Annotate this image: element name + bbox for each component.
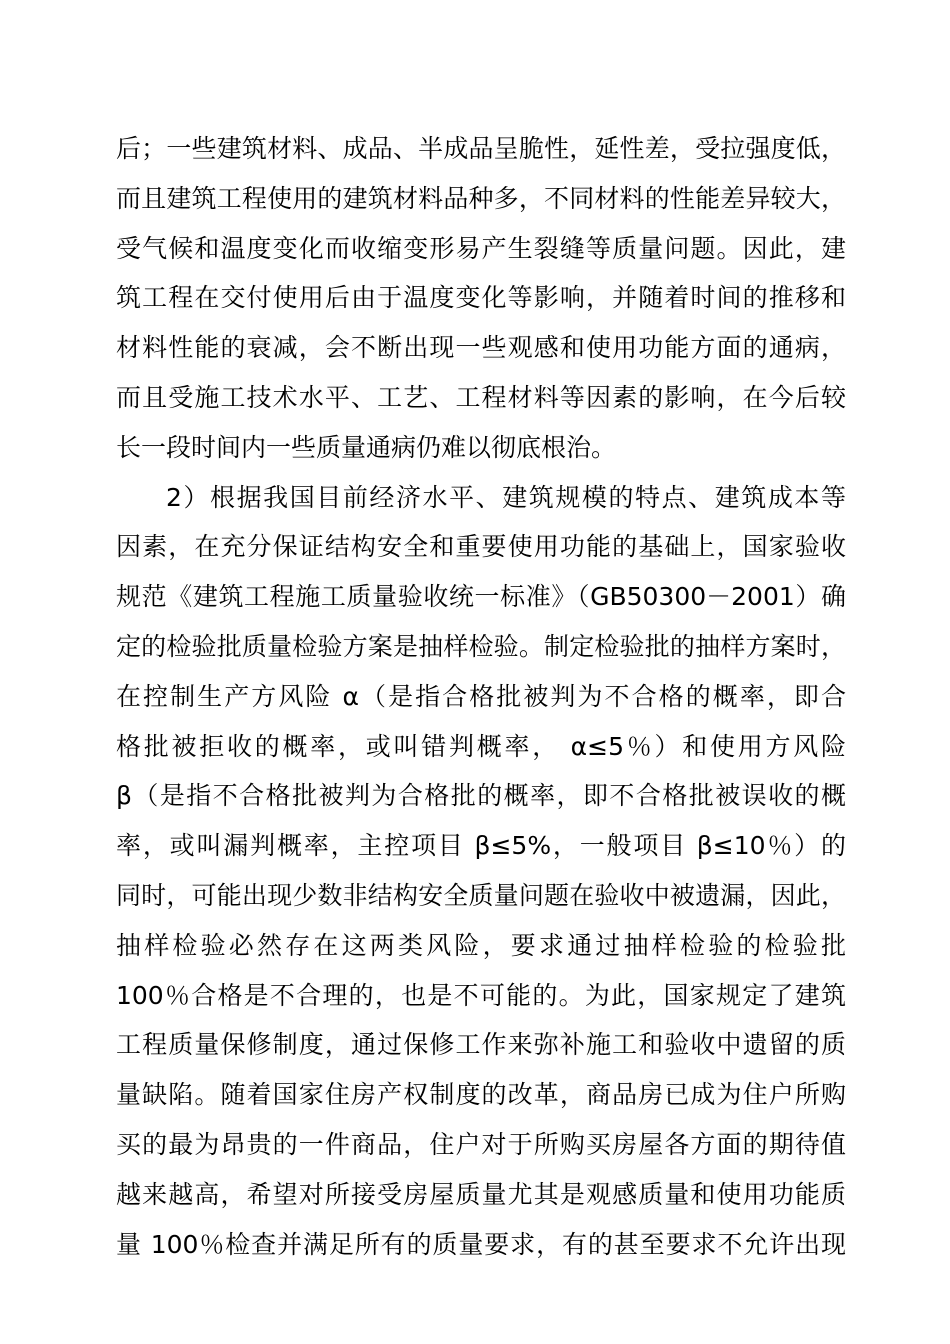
- text-line: 在控制生产方风险 α（是指合格批被判为不合格的概率，即合: [116, 681, 846, 711]
- text-line: 而且受施工技术水平、工艺、工程材料等因素的影响，在今后较: [116, 382, 846, 412]
- text-line: 长一段时间内一些质量通病仍难以彻底根治。: [116, 432, 617, 462]
- text-line: 规范《建筑工程施工质量验收统一标准》（GB50300－2001）确: [116, 582, 846, 612]
- text-line: 受气候和温度变化而收缩变形易产生裂缝等质量问题。因此，建: [116, 233, 846, 263]
- text-line: 材料性能的衰减，会不断出现一些观感和使用功能方面的通病，: [116, 333, 846, 363]
- text-line: 买的最为昂贵的一件商品，住户对于所购买房屋各方面的期待值: [116, 1129, 846, 1159]
- text-line: 率，或叫漏判概率，主控项目 β≤5%，一般项目 β≤10％）的: [116, 831, 846, 861]
- text-line: 因素，在充分保证结构安全和重要使用功能的基础上，国家验收: [116, 532, 846, 562]
- text-line: 量 100％检查并满足所有的质量要求，有的甚至要求不允许出现: [116, 1229, 846, 1259]
- text-line: 抽样检验必然存在这两类风险，要求通过抽样检验的检验批: [116, 930, 846, 960]
- text-line: 同时，可能出现少数非结构安全质量问题在验收中被遗漏，因此，: [116, 880, 846, 910]
- text-line: 2）根据我国目前经济水平、建筑规模的特点、建筑成本等: [166, 482, 846, 512]
- body-text: [116, 124, 846, 1269]
- paragraph-1: [116, 124, 846, 473]
- text-line: 后；一些建筑材料、成品、半成品呈脆性，延性差，受拉强度低，: [116, 134, 846, 163]
- text-line: 而且建筑工程使用的建筑材料品种多，不同材料的性能差异较大，: [116, 183, 846, 213]
- text-line: 工程质量保修制度，通过保修工作来弥补施工和验收中遗留的质: [116, 1030, 846, 1060]
- text-line: 量缺陷。随着国家住房产权制度的改革，商品房已成为住户所购: [116, 1080, 846, 1110]
- text-line: 格批被拒收的概率，或叫错判概率， α≤5％）和使用方风险: [116, 731, 846, 761]
- text-line: 100％合格是不合理的，也是不可能的。为此，国家规定了建筑: [116, 980, 846, 1010]
- text-line: 定的检验批质量检验方案是抽样检验。制定检验批的抽样方案时，: [116, 631, 846, 661]
- text-line: 越来越高，希望对所接受房屋质量尤其是观感质量和使用功能质: [116, 1179, 846, 1209]
- text-line: β（是指不合格批被判为合格批的概率，即不合格批被误收的概: [116, 781, 846, 811]
- text-line: 筑工程在交付使用后由于温度变化等影响，并随着时间的推移和: [116, 283, 846, 313]
- paragraph-2: [116, 473, 846, 1270]
